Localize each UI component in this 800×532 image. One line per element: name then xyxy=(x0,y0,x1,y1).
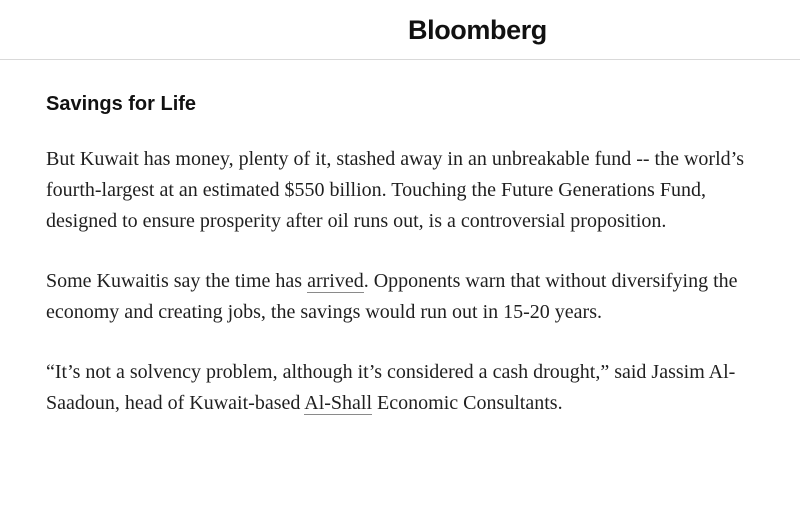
al-shall-link[interactable]: Al-Shall xyxy=(304,392,373,414)
paragraph-quote xyxy=(46,357,776,419)
paragraph-text: Some Kuwaitis say the time has xyxy=(46,270,308,292)
article-body xyxy=(46,88,776,448)
bloomberg-logo[interactable]: Bloomberg xyxy=(408,15,547,45)
paragraph-text: Economic Consultants. xyxy=(372,392,563,414)
paragraph-opponents xyxy=(46,266,776,328)
section-heading: Savings for Life xyxy=(46,93,197,115)
paragraph-future-generations-fund: But Kuwait has money, plenty of it, stashed away in an unbreakable fund -- the world’s fourth-largest at an estimated $550 billion. Touching the Future Generations Fund, designed to ensure prosperity after oil runs out, is a controversial proposition. xyxy=(46,148,744,232)
paragraph-text: “It’s not a solvency problem, although it’s considered a cash drought,” said Jassim Al-Saadoun, head of Kuwait-based xyxy=(46,361,736,414)
arrived-link[interactable]: arrived xyxy=(307,270,364,292)
paragraph-text: . Opponents warn that without diversifying the economy and creating jobs, the savings would run out in 15-20 years. xyxy=(46,270,738,323)
site-header xyxy=(0,0,800,60)
